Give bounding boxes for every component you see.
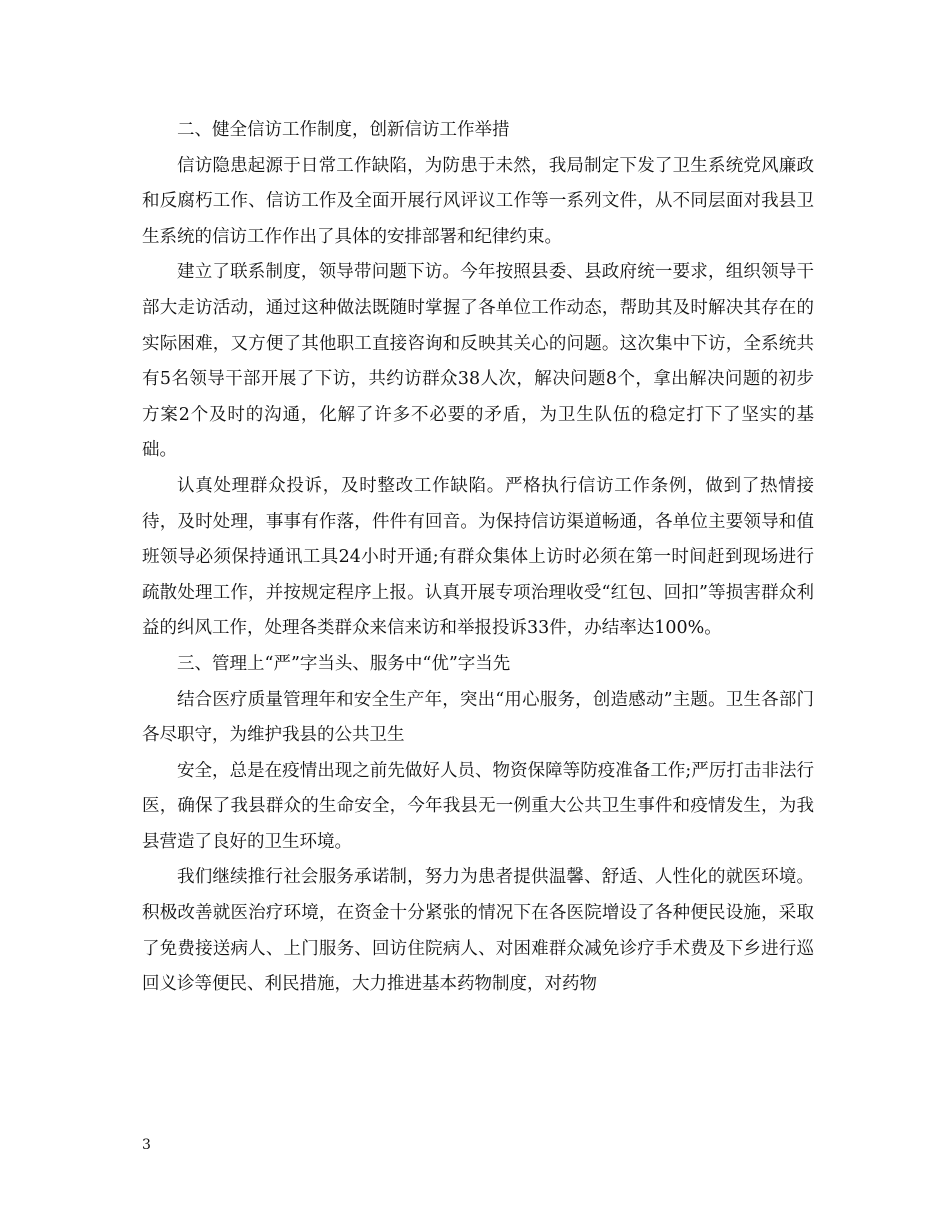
paragraph-3: 认真处理群众投诉，及时整改工作缺陷。严格执行信访工作条例，做到了热情接待，及时处理，事事有作落，件件有回音。为保持信访渠道畅通，各单位主要领导和值班领导必须保持通讯工具24小时开通;有群众集体上访时必须在第一时间赶到现场进行疏散处理工作，并按规定程序上报。认真开展专项治理收受“红包、回扣”等损害群众利益的纠风工作，处理各类群众来信来访和举报投诉33件，办结率达100%。 xyxy=(142,475,814,639)
paragraph-5: 安全，总是在疫情出现之前先做好人员、物资保障等防疫准备工作;严厉打击非法行医，确保了我县群众的生命安全，今年我县无一例重大公共卫生事件和疫情发生，为我县营造了良好的卫生环境。 xyxy=(142,760,814,852)
paragraph-4: 结合医疗质量管理年和安全生产年，突出“用心服务，创造感动”主题。卫生各部门各尽职守，为维护我县的公共卫生 xyxy=(142,689,814,746)
section-heading-3: 三、管理上“严”字当头、服务中“优”字当先 xyxy=(177,653,511,674)
paragraph-6: 我们继续推行社会服务承诺制，努力为患者提供温馨、舒适、人性化的就医环境。积极改善就医治疗环境，在资金十分紧张的情况下在各医院增设了各种便民设施，采取了免费接送病人、上门服务、回访住院病人、对困难群众减免诊疗手术费及下乡进行巡回义诊等便民、利民措施，大力推进基本药物制度，对药物 xyxy=(142,867,814,995)
document-body xyxy=(142,113,814,1003)
paragraph-2: 建立了联系制度，领导带问题下访。今年按照县委、县政府统一要求，组织领导干部大走访活动，通过这种做法既随时掌握了各单位工作动态，帮助其及时解决其存在的实际困难，又方便了其他职工直接咨询和反映其关心的问题。这次集中下访，全系统共有5名领导干部开展了下访，共约访群众38人次，解决问题8个，拿出解决问题的初步方案2个及时的沟通，化解了许多不必要的矛盾，为卫生队伍的稳定打下了坚实的基础。 xyxy=(142,262,814,461)
paragraph-1: 信访隐患起源于日常工作缺陷，为防患于未然，我局制定下发了卫生系统党风廉政和反腐朽工作、信访工作及全面开展行风评议工作等一系列文件，从不同层面对我县卫生系统的信访工作作出了具体的安排部署和纪律约束。 xyxy=(142,155,814,247)
page-number: 3 xyxy=(142,1137,151,1153)
section-heading-2: 二、健全信访工作制度，创新信访工作举措 xyxy=(177,120,510,140)
